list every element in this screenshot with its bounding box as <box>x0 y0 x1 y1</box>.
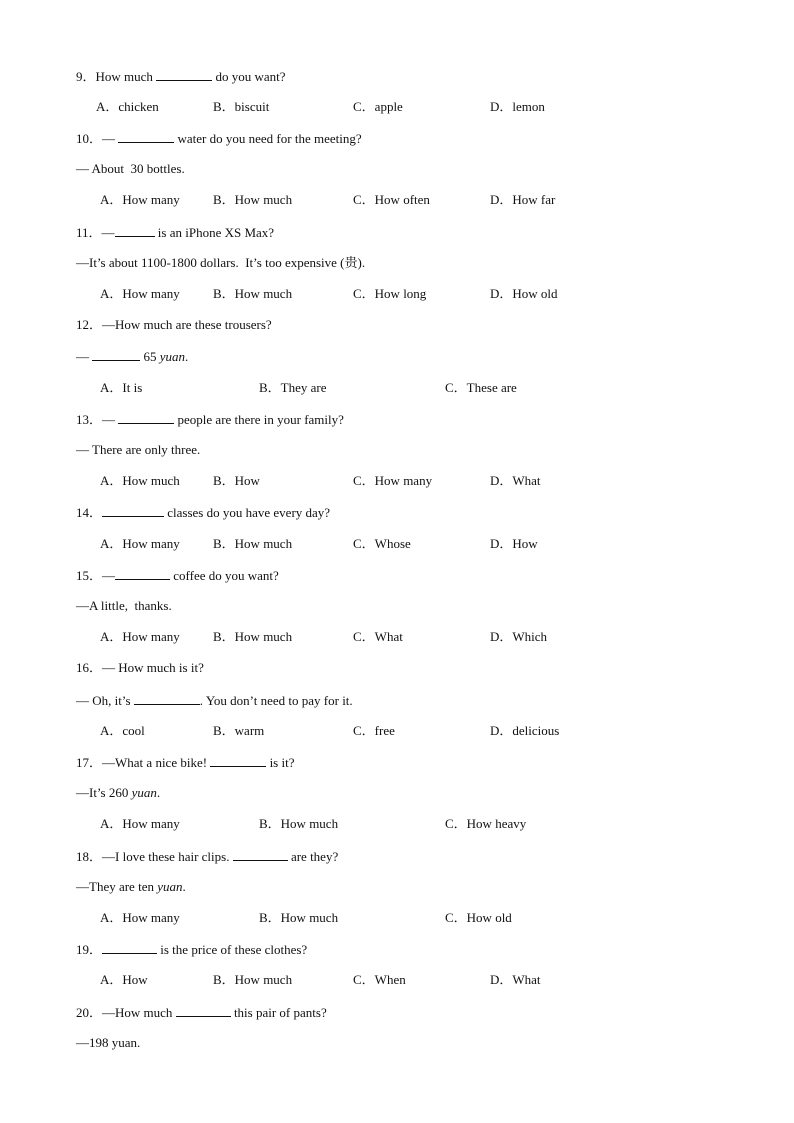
reply-15: —A little, thanks. <box>76 598 172 613</box>
question-number: 15． <box>76 568 103 583</box>
question-text: How much <box>95 69 157 84</box>
answer-blank <box>102 941 157 954</box>
options-16 <box>0 723 794 739</box>
question-15 <box>76 567 279 584</box>
options-17 <box>0 816 794 832</box>
question-number: 9． <box>76 69 96 84</box>
option-c[interactable]: C．Whose <box>353 536 411 551</box>
answer-blank <box>210 754 266 767</box>
option-d[interactable]: D．What <box>490 972 541 987</box>
answer-blank <box>115 567 170 580</box>
reply-13: — There are only three. <box>76 442 201 457</box>
option-d[interactable]: D．lemon <box>490 99 545 114</box>
reply-11: —It’s about 1100-1800 dollars. It’s too expensive (贵). <box>76 255 366 270</box>
question-17 <box>76 754 294 771</box>
option-a[interactable]: A．How many <box>100 629 180 644</box>
options-19 <box>0 972 794 988</box>
options-18 <box>0 910 794 926</box>
question-number: 20． <box>76 1005 103 1020</box>
option-a[interactable]: A．How much <box>100 473 180 488</box>
question-number: 18． <box>76 849 103 864</box>
option-d[interactable]: D．How far <box>490 192 556 207</box>
option-d[interactable]: D．delicious <box>490 723 560 738</box>
question-text: this pair of pants? <box>230 1005 327 1020</box>
option-b[interactable]: B．biscuit <box>213 99 270 114</box>
answer-blank <box>118 411 174 424</box>
options-9 <box>0 99 794 115</box>
option-a[interactable]: A．chicken <box>96 99 159 114</box>
reply-10: — About 30 bottles. <box>76 161 185 176</box>
question-text: — How much is it? <box>102 660 204 675</box>
question-text: —How much <box>102 1005 176 1020</box>
option-c[interactable]: C．These are <box>445 380 517 395</box>
question-number: 10． <box>76 131 103 146</box>
option-c[interactable]: C．When <box>353 972 406 987</box>
question-text: coffee do you want? <box>170 568 279 583</box>
question-text: — <box>101 225 115 240</box>
option-a[interactable]: A．How many <box>100 536 180 551</box>
answer-blank <box>92 348 140 361</box>
reply-20: —198 yuan. <box>76 1035 141 1050</box>
question-text: is it? <box>266 755 295 770</box>
option-a[interactable]: A．How many <box>100 286 180 301</box>
option-a[interactable]: A．How <box>100 972 148 987</box>
question-12 <box>76 317 272 333</box>
answer-blank <box>115 224 155 237</box>
option-d[interactable]: D．How old <box>490 286 558 301</box>
question-text: —How much are these trousers? <box>102 317 272 332</box>
option-c[interactable]: C．free <box>353 723 395 738</box>
question-text: —What a nice bike! <box>102 755 211 770</box>
reply-16: — Oh, it’s . You don’t need to pay for it. <box>76 693 353 708</box>
option-c[interactable]: C．apple <box>353 99 403 114</box>
question-text: water do you need for the meeting? <box>174 131 362 146</box>
option-b[interactable]: B．How much <box>213 192 293 207</box>
question-11 <box>76 224 274 241</box>
options-10 <box>0 192 794 208</box>
option-c[interactable]: C．How heavy <box>445 816 527 831</box>
question-text: do you want? <box>212 69 286 84</box>
question-text: are they? <box>287 849 339 864</box>
option-b[interactable]: B．warm <box>213 723 265 738</box>
options-12 <box>0 380 794 396</box>
option-b[interactable]: B．How much <box>213 629 293 644</box>
option-b[interactable]: B．How much <box>213 972 293 987</box>
options-11 <box>0 286 794 302</box>
option-c[interactable]: C．What <box>353 629 403 644</box>
option-b[interactable]: B．How much <box>213 286 293 301</box>
question-text: — <box>102 568 116 583</box>
reply-18: —They are ten yuan. <box>76 879 186 894</box>
question-text: — <box>102 412 119 427</box>
question-text: is an iPhone XS Max? <box>154 225 275 240</box>
question-number: 16． <box>76 660 103 675</box>
question-number: 19． <box>76 942 103 957</box>
option-b[interactable]: B．They are <box>259 380 327 395</box>
option-a[interactable]: A．It is <box>100 380 143 395</box>
option-a[interactable]: A．How many <box>100 910 180 925</box>
option-a[interactable]: A．cool <box>100 723 145 738</box>
question-number: 11． <box>76 225 102 240</box>
option-d[interactable]: D．What <box>490 473 541 488</box>
option-c[interactable]: C．How long <box>353 286 427 301</box>
answer-blank <box>233 848 288 861</box>
question-16 <box>76 660 204 676</box>
option-c[interactable]: C．How many <box>353 473 433 488</box>
option-d[interactable]: D．Which <box>490 629 548 644</box>
option-b[interactable]: B．How <box>213 473 260 488</box>
reply-17: —It’s 260 yuan. <box>76 785 161 800</box>
answer-blank <box>134 692 200 705</box>
option-c[interactable]: C．How old <box>445 910 512 925</box>
option-d[interactable]: D．How <box>490 536 538 551</box>
option-a[interactable]: A．How many <box>100 192 180 207</box>
question-number: 12． <box>76 317 103 332</box>
question-20 <box>76 1004 327 1021</box>
option-b[interactable]: B．How much <box>259 816 339 831</box>
question-9 <box>76 68 285 85</box>
question-18 <box>76 848 338 865</box>
option-c[interactable]: C．How often <box>353 192 430 207</box>
question-number: 14． <box>76 505 103 520</box>
answer-blank <box>156 68 212 81</box>
options-14 <box>0 536 794 552</box>
question-text: is the price of these clothes? <box>157 942 308 957</box>
answer-blank <box>102 504 164 517</box>
reply-12: — 65 yuan. <box>76 349 189 364</box>
question-text: people are there in your family? <box>174 412 344 427</box>
options-13 <box>0 473 794 489</box>
question-text: — <box>102 131 119 146</box>
question-19 <box>76 941 307 958</box>
option-b[interactable]: B．How much <box>213 536 293 551</box>
answer-blank <box>176 1004 231 1017</box>
options-15 <box>0 629 794 645</box>
option-b[interactable]: B．How much <box>259 910 339 925</box>
question-text: —I love these hair clips. <box>102 849 233 864</box>
question-13 <box>76 411 344 428</box>
question-number: 13． <box>76 412 103 427</box>
answer-blank <box>118 130 174 143</box>
option-a[interactable]: A．How many <box>100 816 180 831</box>
question-14 <box>76 504 330 521</box>
question-text: classes do you have every day? <box>164 505 331 520</box>
question-number: 17． <box>76 755 103 770</box>
question-10 <box>76 130 362 147</box>
